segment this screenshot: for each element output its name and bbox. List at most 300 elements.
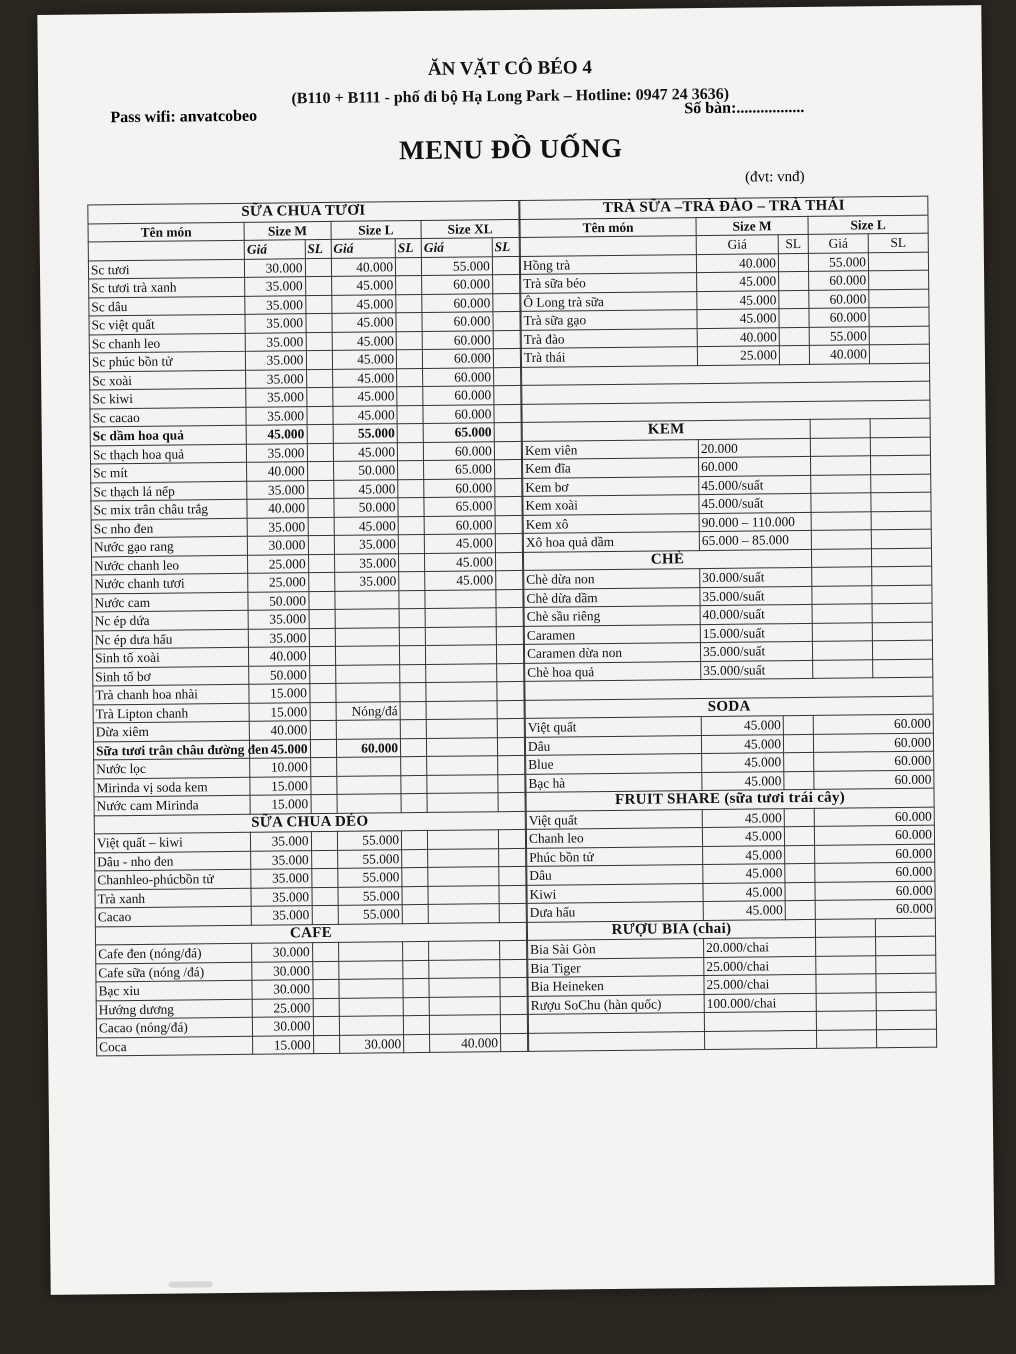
price-xl: 45.000 [424, 534, 495, 553]
price-l [335, 609, 400, 628]
item-name: Trà xanh [95, 888, 251, 908]
price-l: 40.000 [331, 257, 396, 276]
qty-l [397, 368, 423, 387]
item-name: Chanh leo [526, 828, 702, 848]
price-l: 55.000 [337, 849, 402, 868]
gia-label: Giá [421, 238, 492, 257]
qty-l [398, 479, 424, 498]
qty [810, 437, 870, 456]
price-m: 35.000 [251, 850, 312, 869]
qty-xl [499, 903, 526, 922]
qty-m [309, 665, 335, 684]
qty-m [311, 887, 337, 906]
qty-m [309, 646, 335, 665]
item-name: Sc thạch hoa quả [90, 444, 246, 464]
qty-l [403, 978, 429, 997]
price-l: 60.000 [814, 770, 934, 790]
item-name: Sc dầm hoa quả [90, 425, 246, 445]
item-name: Kem xô [523, 513, 699, 533]
qty-xl [493, 311, 520, 330]
price-m: 50.000 [249, 665, 310, 684]
price-xl: 60.000 [423, 404, 494, 423]
qty-l [400, 682, 426, 701]
price-xl: 45.000 [425, 571, 496, 590]
qty-l [402, 867, 428, 886]
item-name: Cafe đen (nóng/đá) [96, 943, 252, 963]
blank-cell [816, 1029, 876, 1048]
price-l [339, 1016, 404, 1035]
price-m: 30.000 [245, 258, 306, 277]
price-m: 15.000 [250, 795, 311, 814]
menu-paper [37, 5, 994, 1295]
item-price: 45.000/suất [699, 493, 811, 513]
price-m: 35.000 [246, 369, 307, 388]
item-name: Sinh tố bơ [93, 666, 249, 686]
price-xl: 55.000 [421, 256, 492, 275]
qty-xl [499, 866, 526, 885]
item-name: Sc cacao [90, 407, 246, 427]
item-name: Sc tươi [88, 259, 244, 279]
qty-xl [495, 478, 522, 497]
price-m: 35.000 [245, 332, 306, 351]
qty-l [404, 1034, 430, 1053]
qty [816, 974, 876, 993]
qty-xl [492, 256, 519, 275]
blank-cell [871, 474, 931, 493]
blank-cell [870, 418, 930, 437]
item-name: Trà đào [521, 328, 697, 348]
price-l: 40.000 [809, 345, 869, 364]
item-name: Bạc hà [526, 772, 702, 792]
blank-cell [816, 1011, 876, 1030]
price-m: 35.000 [251, 887, 312, 906]
item-name: Mirinda vị soda kem [94, 777, 250, 797]
price-xl: 60.000 [422, 312, 493, 331]
col-name-header: Tên món [520, 217, 696, 237]
qty-xl [494, 459, 521, 478]
price-l: 60.000 [815, 881, 935, 901]
shop-address: (B110 + B111 - phố đi bộ Hạ Long Park – Hotline: 0947 24 3636) [291, 85, 730, 108]
qty-xl [496, 589, 523, 608]
qty-xl [495, 552, 522, 571]
price-m: 35.000 [245, 314, 306, 333]
qty-m [305, 258, 331, 277]
item-name: Coca [97, 1036, 253, 1056]
price-m: 40.000 [249, 647, 310, 666]
item-price: 35.000/suất [701, 660, 813, 680]
price-l: 55.000 [333, 424, 398, 443]
qty-xl [497, 700, 524, 719]
qty-m [785, 900, 815, 919]
price-m: 45.000 [703, 864, 785, 883]
qty-xl [493, 330, 520, 349]
qty [816, 992, 876, 1011]
price-m: 30.000 [252, 980, 313, 999]
qty-l [396, 349, 422, 368]
price-m: 35.000 [245, 295, 306, 314]
price-m: 50.000 [248, 591, 309, 610]
item-name: Phúc bồn tử [527, 846, 703, 866]
price-m: 45.000 [702, 808, 784, 827]
table-number: Số bàn:................. [684, 98, 805, 118]
price-xl: 60.000 [423, 367, 494, 386]
qty-l [869, 289, 929, 308]
qty-m [306, 406, 332, 425]
price-m: 45.000 [701, 716, 783, 735]
price-l: 55.000 [337, 868, 402, 887]
price-m: 15.000 [249, 702, 310, 721]
item-name: Bia Tiger [528, 957, 704, 977]
blank-cell [810, 419, 870, 438]
qty [813, 659, 873, 678]
qty-xl [500, 959, 527, 978]
price-l [339, 997, 404, 1016]
qty-m [305, 276, 331, 295]
section-che: CHÈ [523, 549, 811, 571]
qty-l [398, 460, 424, 479]
qty-m [307, 461, 333, 480]
qty-xl [495, 533, 522, 552]
blank-cell [88, 240, 244, 260]
item-name: Sc việt quất [89, 314, 245, 334]
blank-cell [872, 622, 932, 641]
qty-xl [499, 885, 526, 904]
price-l [338, 979, 403, 998]
qty-l [869, 270, 929, 289]
qty-l [400, 701, 426, 720]
item-name: Sữa tươi trân châu đường đen [93, 740, 249, 760]
item-price: 25.000/chai [704, 956, 816, 976]
qty-m [310, 702, 336, 721]
qty-l [400, 664, 426, 683]
price-m: 40.000 [697, 327, 779, 346]
item-name: Nước gạo rang [91, 536, 247, 556]
qty-m [308, 535, 334, 554]
qty-l [401, 756, 427, 775]
qty-m [313, 1016, 339, 1035]
item-name: Trà Lipton chanh [93, 703, 249, 723]
qty-l [399, 590, 425, 609]
qty-m [311, 868, 337, 887]
blank-cell [871, 492, 931, 511]
price-m: 45.000 [250, 739, 311, 758]
price-xl: 60.000 [422, 275, 493, 294]
qty [812, 622, 872, 641]
price-l: 60.000 [814, 751, 934, 771]
blank-cell [529, 1031, 705, 1051]
section-ruou-bia: RƯỢU BIA (chai) [527, 919, 815, 941]
price-l [335, 646, 400, 665]
price-m: 25.000 [697, 346, 779, 365]
qty-m [311, 850, 337, 869]
qty-m [309, 683, 335, 702]
price-xl: 65.000 [423, 423, 494, 442]
qty-m [306, 332, 332, 351]
item-name: Nước cam Mirinda [94, 795, 250, 815]
item-name: Nước cam [92, 592, 248, 612]
section-sua-chua-deo: SỮA CHUA DẺO [94, 811, 525, 834]
item-name: Kem đĩa [523, 458, 699, 478]
price-l: 60.000 [336, 738, 401, 757]
item-name: Sc dâu [89, 296, 245, 316]
price-l [336, 775, 401, 794]
blank-cell [811, 548, 871, 567]
price-xl: 65.000 [424, 497, 495, 516]
price-m: 45.000 [702, 753, 784, 772]
wifi-password: Pass wifi: anvatcobeo [110, 107, 258, 127]
price-xl [428, 885, 499, 904]
qty-m [784, 826, 814, 845]
blank-cell [872, 603, 932, 622]
item-price: 90.000 – 110.000 [699, 512, 811, 532]
price-xl [427, 793, 498, 812]
price-m: 25.000 [252, 998, 313, 1017]
blank-cell [705, 1030, 817, 1050]
price-l: 60.000 [814, 807, 934, 827]
qty-m [779, 345, 809, 364]
item-name: Trà chanh hoa nhài [93, 684, 249, 704]
sl-label: SL [492, 237, 519, 256]
price-l: 60.000 [815, 844, 935, 864]
price-l: 30.000 [339, 1034, 404, 1053]
blank-cell [520, 236, 696, 256]
qty-l [403, 941, 429, 960]
sl-label: SL [778, 234, 808, 253]
item-name: Trà sữa gạo [521, 310, 697, 330]
price-xl: 40.000 [430, 1033, 501, 1052]
price-l: 45.000 [332, 387, 397, 406]
price-xl [428, 904, 499, 923]
price-xl: 60.000 [422, 349, 493, 368]
price-xl [425, 608, 496, 627]
qty [816, 937, 876, 956]
qty-m [313, 998, 339, 1017]
price-l: 45.000 [331, 276, 396, 295]
price-l: 45.000 [333, 479, 398, 498]
price-l [336, 720, 401, 739]
item-price: 45.000/suất [699, 475, 811, 495]
price-m: 35.000 [245, 277, 306, 296]
item-price: 35.000/suất [700, 586, 812, 606]
qty-m [783, 715, 813, 734]
price-m: 35.000 [247, 480, 308, 499]
price-m: 35.000 [245, 351, 306, 370]
item-name: Dâu - nho đen [95, 851, 251, 871]
price-xl [429, 1015, 500, 1034]
blank-cell [875, 918, 935, 937]
gia-label: Giá [244, 240, 305, 259]
gia-label: Giá [808, 234, 868, 253]
price-xl [425, 589, 496, 608]
item-price: 60.000 [698, 456, 810, 476]
right-menu-table [519, 196, 937, 1052]
qty-l [399, 571, 425, 590]
paper-smudge [169, 1281, 213, 1287]
blank-cell [876, 1029, 936, 1048]
item-name: Sc nho đen [91, 518, 247, 538]
qty-l [396, 331, 422, 350]
item-name: Sc xoài [90, 370, 246, 390]
left-menu-table [87, 200, 528, 1056]
qty-l [397, 442, 423, 461]
price-xl [426, 682, 497, 701]
blank-cell [870, 455, 930, 474]
item-name: Chè sầu riêng [524, 606, 700, 626]
qty-xl [496, 644, 523, 663]
qty-xl [500, 977, 527, 996]
qty-m [310, 739, 336, 758]
qty-m [784, 752, 814, 771]
qty-l [396, 312, 422, 331]
qty-m [308, 517, 334, 536]
item-name: Hướng dương [96, 999, 252, 1019]
qty-m [308, 554, 334, 573]
item-name: Sc mít [91, 462, 247, 482]
item-price: 20.000 [698, 438, 810, 458]
price-m: 30.000 [252, 1017, 313, 1036]
col-size-l-header: Size L [808, 215, 928, 235]
blank-cell [528, 1013, 704, 1033]
price-l [335, 683, 400, 702]
item-name: Sc chanh leo [89, 333, 245, 353]
qty-m [312, 905, 338, 924]
qty-xl [496, 626, 523, 645]
price-m: 45.000 [703, 882, 785, 901]
price-m: 25.000 [248, 573, 309, 592]
qty-m [308, 572, 334, 591]
price-xl [426, 700, 497, 719]
price-l: 60.000 [813, 733, 933, 753]
price-l: 55.000 [338, 905, 403, 924]
item-name: Kiwi [527, 883, 703, 903]
blank-cell [876, 973, 936, 992]
item-name: Caramen [524, 624, 700, 644]
price-m: 35.000 [251, 832, 312, 851]
price-xl [427, 830, 498, 849]
qty-m [313, 1035, 339, 1054]
qty-xl [500, 1014, 527, 1033]
item-name: Caramen dừa non [524, 643, 700, 663]
qty-m [784, 808, 814, 827]
price-l: 60.000 [815, 899, 935, 919]
col-size-m-header: Size M [244, 221, 331, 240]
qty-m [312, 942, 338, 961]
price-xl: 60.000 [424, 478, 495, 497]
qty-m [307, 498, 333, 517]
qty-m [309, 609, 335, 628]
price-l: 35.000 [334, 535, 399, 554]
item-price: 30.000/suất [700, 567, 812, 587]
price-l: 60.000 [809, 289, 869, 308]
item-name: Kem viên [522, 439, 698, 459]
price-xl [428, 848, 499, 867]
qty-l [395, 257, 421, 276]
item-name: Cacao (nóng/đá) [96, 1017, 252, 1037]
col-size-xl-header: Size XL [421, 219, 519, 239]
item-name: Dâu [525, 735, 701, 755]
price-m: 30.000 [252, 943, 313, 962]
qty-l [397, 423, 423, 442]
blank-cell [870, 437, 930, 456]
item-price: 40.000/suất [700, 604, 812, 624]
price-xl: 60.000 [422, 293, 493, 312]
section-sua-chua-tuoi: SỮA CHUA TƯƠI [88, 200, 519, 223]
price-l: 50.000 [333, 498, 398, 517]
price-l: 35.000 [334, 572, 399, 591]
item-name: Chè dừa non [524, 569, 700, 589]
item-price: 65.000 – 85.000 [699, 530, 811, 550]
price-l: 45.000 [331, 294, 396, 313]
section-tra-sua: TRÀ SỮA –TRÀ ĐÀO – TRÀ THÁI [520, 196, 928, 219]
qty-xl [493, 348, 520, 367]
qty-m [309, 628, 335, 647]
price-l: 60.000 [813, 714, 933, 734]
qty-m [310, 757, 336, 776]
item-name: Dừa xiêm [93, 721, 249, 741]
qty-xl [496, 570, 523, 589]
blank-cell [815, 918, 875, 937]
qty [812, 567, 872, 586]
qty-l [869, 326, 929, 345]
price-m: 45.000 [246, 425, 307, 444]
qty-l [398, 534, 424, 553]
qty-m [307, 480, 333, 499]
section-fruit-share: FRUIT SHARE (sữa tươi trái cây) [526, 788, 934, 811]
item-name: Bia Heineken [528, 976, 704, 996]
price-xl [429, 959, 500, 978]
price-xl [429, 941, 500, 960]
price-m: 35.000 [247, 517, 308, 536]
price-m: 40.000 [247, 499, 308, 518]
price-m: 45.000 [702, 827, 784, 846]
qty-xl [498, 774, 525, 793]
qty-m [779, 290, 809, 309]
qty-xl [500, 1033, 527, 1052]
qty-m [306, 350, 332, 369]
qty-l [403, 960, 429, 979]
qty-l [401, 793, 427, 812]
qty-m [778, 253, 808, 272]
price-l: 55.000 [808, 252, 868, 271]
price-xl [426, 663, 497, 682]
price-m: 35.000 [251, 906, 312, 925]
item-name: Nc ép dứa [92, 610, 248, 630]
qty-l [402, 904, 428, 923]
shop-name: ĂN VẶT CÔ BÉO 4 [427, 57, 593, 80]
qty-xl [495, 515, 522, 534]
section-kem: KEM [522, 419, 810, 441]
price-xl: 65.000 [424, 460, 495, 479]
price-m: 45.000 [703, 845, 785, 864]
qty-l [398, 516, 424, 535]
blank-cell [876, 1010, 936, 1029]
qty [811, 511, 871, 530]
item-price: 100.000/chai [704, 993, 816, 1013]
qty-l [402, 886, 428, 905]
price-xl: 60.000 [423, 386, 494, 405]
qty [811, 474, 871, 493]
price-m: 40.000 [696, 253, 778, 272]
qty-m [307, 443, 333, 462]
price-m: 45.000 [697, 290, 779, 309]
qty-xl [494, 422, 521, 441]
qty-xl [495, 496, 522, 515]
qty-xl [494, 385, 521, 404]
qty-xl [497, 755, 524, 774]
price-l: 50.000 [333, 461, 398, 480]
qty-xl [496, 663, 523, 682]
item-name: Nước lọc [94, 758, 250, 778]
